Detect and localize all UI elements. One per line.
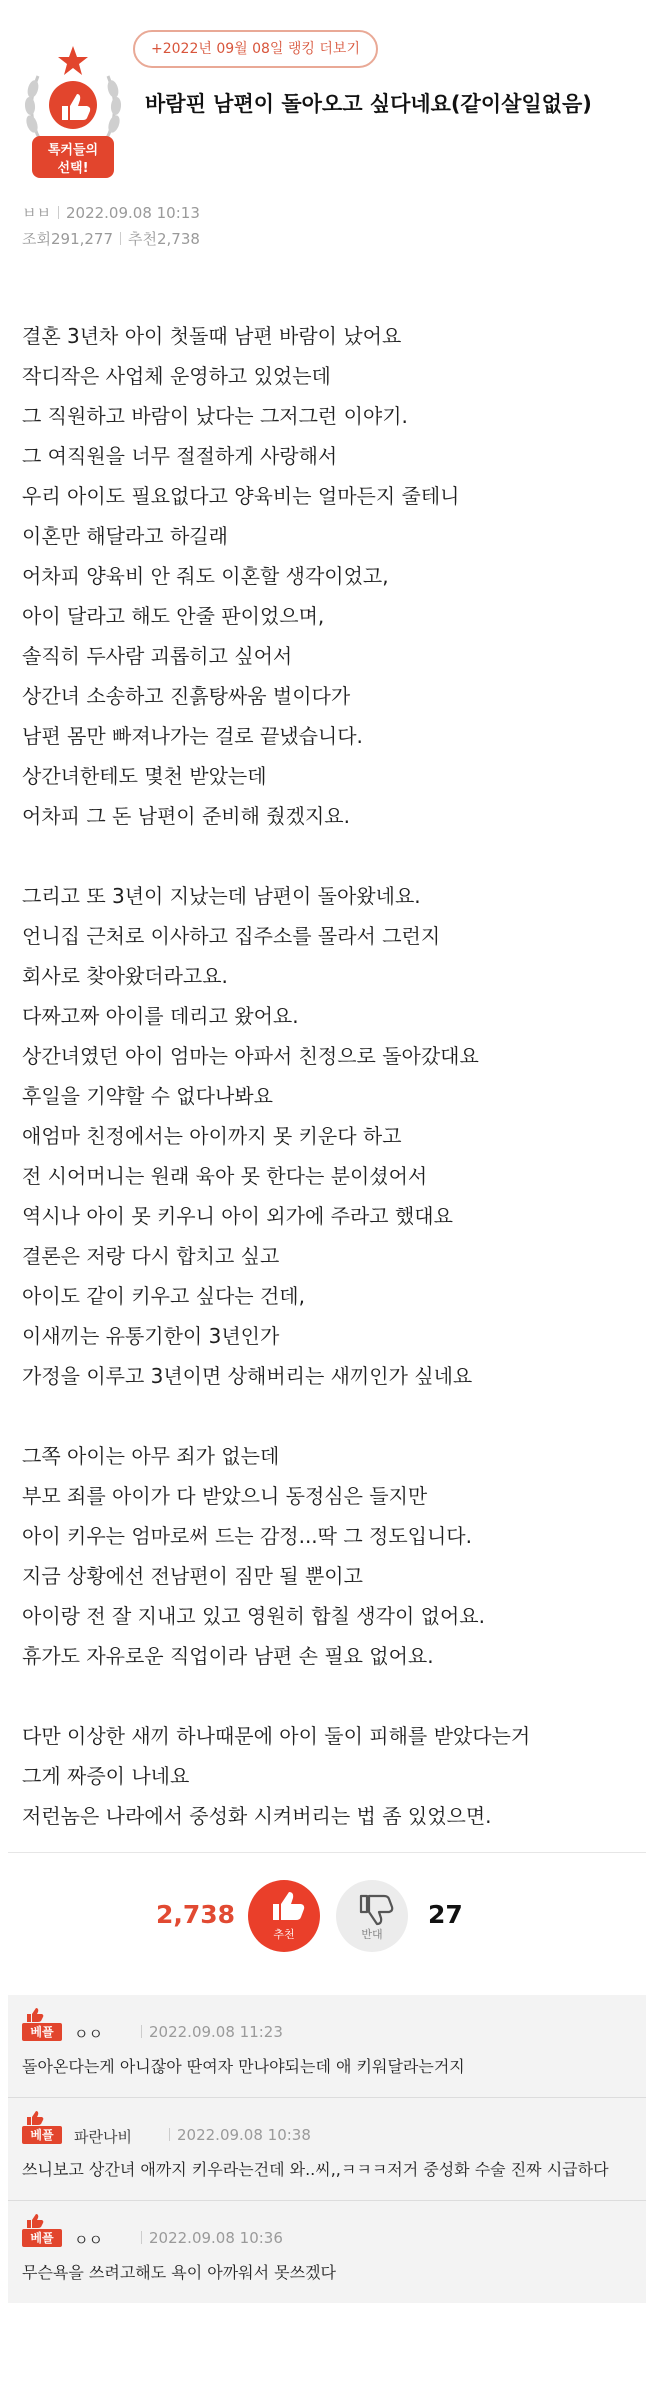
comment-date: 2022.09.08 11:23 <box>134 2023 283 2041</box>
post-line: 어차피 그 돈 남편이 준비해 줬겠지요. <box>22 804 350 828</box>
post-line: 그리고 또 3년이 지났는데 남편이 돌아왔네요. <box>22 884 421 908</box>
post-meta-stats <box>22 228 200 249</box>
comment-text: 무슨욕을 쓰려고해도 욕이 아까워서 못쓰겠다 <box>22 2263 337 2282</box>
upvote-label: 추천 <box>273 1928 295 1941</box>
comment-item <box>8 2098 646 2201</box>
post-line: 전 시어머니는 원래 육아 못 한다는 분이셨어서 <box>22 1164 428 1188</box>
post-line: 애엄마 친정에서는 아이까지 못 키운다 하고 <box>22 1124 402 1148</box>
post-line: 회사로 찾아왔더라고요. <box>22 964 228 988</box>
post-line: 가정을 이루고 3년이면 상해버리는 새끼인가 싶네요 <box>22 1364 473 1388</box>
post-date: 2022.09.08 10:13 <box>65 204 200 222</box>
post-line: 다짜고짜 아이를 데리고 왔어요. <box>22 1004 299 1028</box>
post-line: 그쪽 아이는 아무 죄가 없는데 <box>22 1444 280 1468</box>
comment-text: 돌아온다는게 아니잖아 딴여자 만나야되는데 애 키워달라는거지 <box>22 2057 465 2076</box>
post-line: 역시나 아이 못 키우니 아이 외가에 주라고 했대요 <box>22 1204 453 1228</box>
comment-item <box>8 1995 646 2098</box>
upvote-button[interactable] <box>248 1880 320 1952</box>
view-count: 조회291,277 <box>22 230 114 248</box>
post-line: 상간녀였던 아이 엄마는 아파서 친정으로 돌아갔대요 <box>22 1044 479 1068</box>
paragraph-gap <box>22 1676 642 1716</box>
best-reply-badge <box>22 2221 62 2247</box>
post-meta-author-date <box>22 202 200 223</box>
post-line: 언니집 근처로 이사하고 집주소를 몰라서 그런지 <box>22 924 441 948</box>
comment-text: 쓰니보고 상간녀 애까지 키우라는건데 와..씨,,ㅋㅋㅋ저거 중성화 수술 진짜 시급하다 <box>22 2160 609 2179</box>
downvote-label: 반대 <box>361 1928 383 1941</box>
post-line: 어차피 양육비 안 줘도 이혼할 생각이었고, <box>22 564 389 588</box>
post-line: 그게 짜증이 나네요 <box>22 1764 190 1788</box>
post-line: 아이도 같이 키우고 싶다는 건데, <box>22 1284 305 1308</box>
paragraph-gap <box>22 836 642 876</box>
post-line: 우리 아이도 필요없다고 양육비는 얼마든지 줄테니 <box>22 484 460 508</box>
comment-author[interactable]: 파란나비 <box>74 2128 132 2146</box>
post-line: 아이 키우는 엄마로써 드는 감정...딱 그 정도입니다. <box>22 1524 472 1548</box>
comment-date: 2022.09.08 10:36 <box>134 2229 283 2247</box>
post-line: 작디작은 사업체 운영하고 있었는데 <box>22 364 331 388</box>
downvote-button[interactable] <box>336 1880 408 1952</box>
post-line: 지금 상황에선 전남편이 짐만 될 뿐이고 <box>22 1564 363 1588</box>
post-line: 부모 죄를 아이가 다 받았으니 동정심은 들지만 <box>22 1484 428 1508</box>
paragraph-gap <box>22 1396 642 1436</box>
separator <box>120 232 121 245</box>
post-line: 이혼만 해달라고 하길래 <box>22 524 228 548</box>
comment-author[interactable]: ㅇㅇ <box>74 2025 103 2043</box>
post-line: 상간녀 소송하고 진흙탕싸움 벌이다가 <box>22 684 351 708</box>
thumbs-up-icon <box>26 2007 44 2023</box>
thumbs-up-icon <box>26 2213 44 2229</box>
downvote-count: 27 <box>428 1900 463 1929</box>
post-line: 결혼 3년차 아이 첫돌때 남편 바람이 났어요 <box>22 324 402 348</box>
comment-date: 2022.09.08 10:38 <box>162 2126 311 2144</box>
badge-line1: 톡커들의 <box>47 143 99 158</box>
upvote-count: 2,738 <box>156 1900 236 1929</box>
comment-item <box>8 2201 646 2303</box>
best-reply-badge <box>22 2118 62 2144</box>
recommend-count: 추천2,738 <box>128 230 200 248</box>
best-comments <box>8 1995 646 2303</box>
post-line: 아이랑 전 잘 지내고 있고 영원히 합칠 생각이 없어요. <box>22 1604 485 1628</box>
post-line: 그 여직원을 너무 절절하게 사랑해서 <box>22 444 338 468</box>
post-title: 바람핀 남편이 돌아오고 싶다네요(같이살일없음) <box>145 92 592 116</box>
talker-choice-badge-icon <box>18 40 128 190</box>
comment-author[interactable]: ㅇㅇ <box>74 2231 103 2249</box>
divider <box>8 1852 646 1853</box>
post-line: 결론은 저랑 다시 합치고 싶고 <box>22 1244 280 1268</box>
best-label: 베플 <box>22 2023 62 2041</box>
ranking-more-link[interactable]: +2022년 09월 08일 랭킹 더보기 <box>133 30 378 68</box>
post-body <box>22 316 642 1836</box>
thumbs-up-icon <box>26 2110 44 2126</box>
post-line: 솔직히 두사람 괴롭히고 싶어서 <box>22 644 293 668</box>
post-line: 아이 달라고 해도 안줄 판이었으며, <box>22 604 325 628</box>
best-label: 베플 <box>22 2126 62 2144</box>
post-line: 저런놈은 나라에서 중성화 시켜버리는 법 좀 있었으면. <box>22 1804 492 1828</box>
best-label: 베플 <box>22 2229 62 2247</box>
author-name[interactable]: ㅂㅂ <box>22 204 51 222</box>
best-reply-badge <box>22 2015 62 2041</box>
badge-line2: 선택! <box>57 161 89 176</box>
post-line: 그 직원하고 바람이 났다는 그저그런 이야기. <box>22 404 408 428</box>
post-line: 상간녀한테도 몇천 받았는데 <box>22 764 267 788</box>
post-line: 휴가도 자유로운 직업이라 남편 손 필요 없어요. <box>22 1644 434 1668</box>
separator <box>58 206 59 219</box>
post-line: 후일을 기약할 수 없다나봐요 <box>22 1084 273 1108</box>
post-line: 다만 이상한 새끼 하나때문에 아이 둘이 피해를 받았다는거 <box>22 1724 531 1748</box>
post-line: 이새끼는 유통기한이 3년인가 <box>22 1324 280 1348</box>
post-line: 남편 몸만 빠져나가는 걸로 끝냈습니다. <box>22 724 363 748</box>
vote-area <box>0 1860 654 1970</box>
